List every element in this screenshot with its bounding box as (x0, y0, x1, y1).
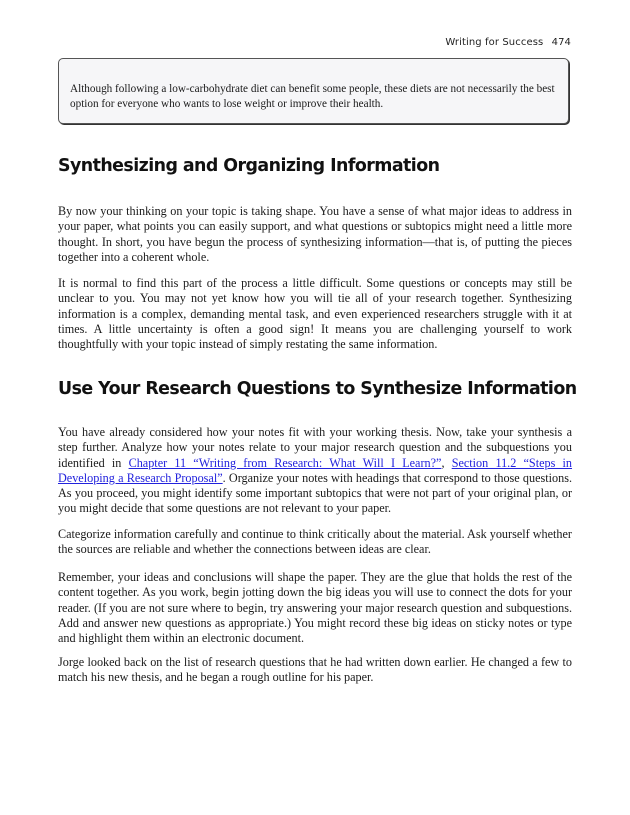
paragraph-with-links (58, 425, 572, 517)
section-title-synthesizing: Synthesizing and Organizing Information (58, 156, 440, 176)
book-title: Writing for Success (445, 37, 544, 48)
callout-box (58, 58, 569, 124)
section-title-research-questions: Use Your Research Questions to Synthesize Information (58, 379, 577, 399)
callout-text: Although following a low-carbohydrate diet can benefit some people, these diets are not necessarily the best option for everyone who wants to lose weight or improve their health. (70, 83, 555, 110)
section-11-2-link[interactable]: Section 11.2 “Steps in Developing a Research Proposal” (58, 455, 573, 485)
paragraph: It is normal to find this part of the process a little difficult. Some questions or concepts may still be unclear to you. You may not yet know how you will tie all of your research together. Synthesizing information is a complex, demanding mental task, and even experienced researchers struggle with it at times. A little uncertainty is often a good sign! It means you are challenging yourself to work thoughtfully with your topic instead of simply restating the same information. (58, 276, 572, 352)
paragraph: By now your thinking on your topic is taking shape. You have a sense of what major ideas to address in your paper, what points you can easily support, and what questions or subtopics might need a little more thought. In short, you have begun the process of synthesizing information—that is, of putting the pieces together into a coherent whole. (58, 204, 572, 264)
running-header (445, 37, 571, 48)
chapter-11-link[interactable]: Chapter 11 “Writing from Research: What Will I Learn?” (128, 455, 442, 470)
separator-text: , (441, 455, 452, 470)
paragraph: Jorge looked back on the list of research questions that he had written down earlier. He changed a few to match his new thesis, and he began a rough outline for his paper. (58, 655, 572, 685)
page-number: 474 (551, 37, 571, 48)
paragraph: Categorize information carefully and continue to think critically about the material. Ask yourself whether the sources are reliable and whether the connections between ideas are clear. (58, 527, 572, 557)
paragraph-text: You have already considered how your notes fit with your working thesis. Now, take your synthesis a step further. Analyze how your notes relate to your major research question and the subquestions you identified in (58, 425, 572, 470)
paragraph-text: . Organize your notes with headings that correspond to those questions. As you proceed, you might identify some important subtopics that were not part of your original plan, or you might decide that some questions are not relevant to your paper. (58, 470, 573, 516)
paragraph: Remember, your ideas and conclusions will shape the paper. They are the glue that holds the rest of the content together. As you work, begin jotting down the big ideas you will use to connect the dots for your reader. (If you are not sure where to begin, try answering your major research question and subquestions. Add and answer new questions as appropriate.) You might record these big ideas on sticky notes or type and highlight them within an electronic document. (58, 570, 572, 646)
